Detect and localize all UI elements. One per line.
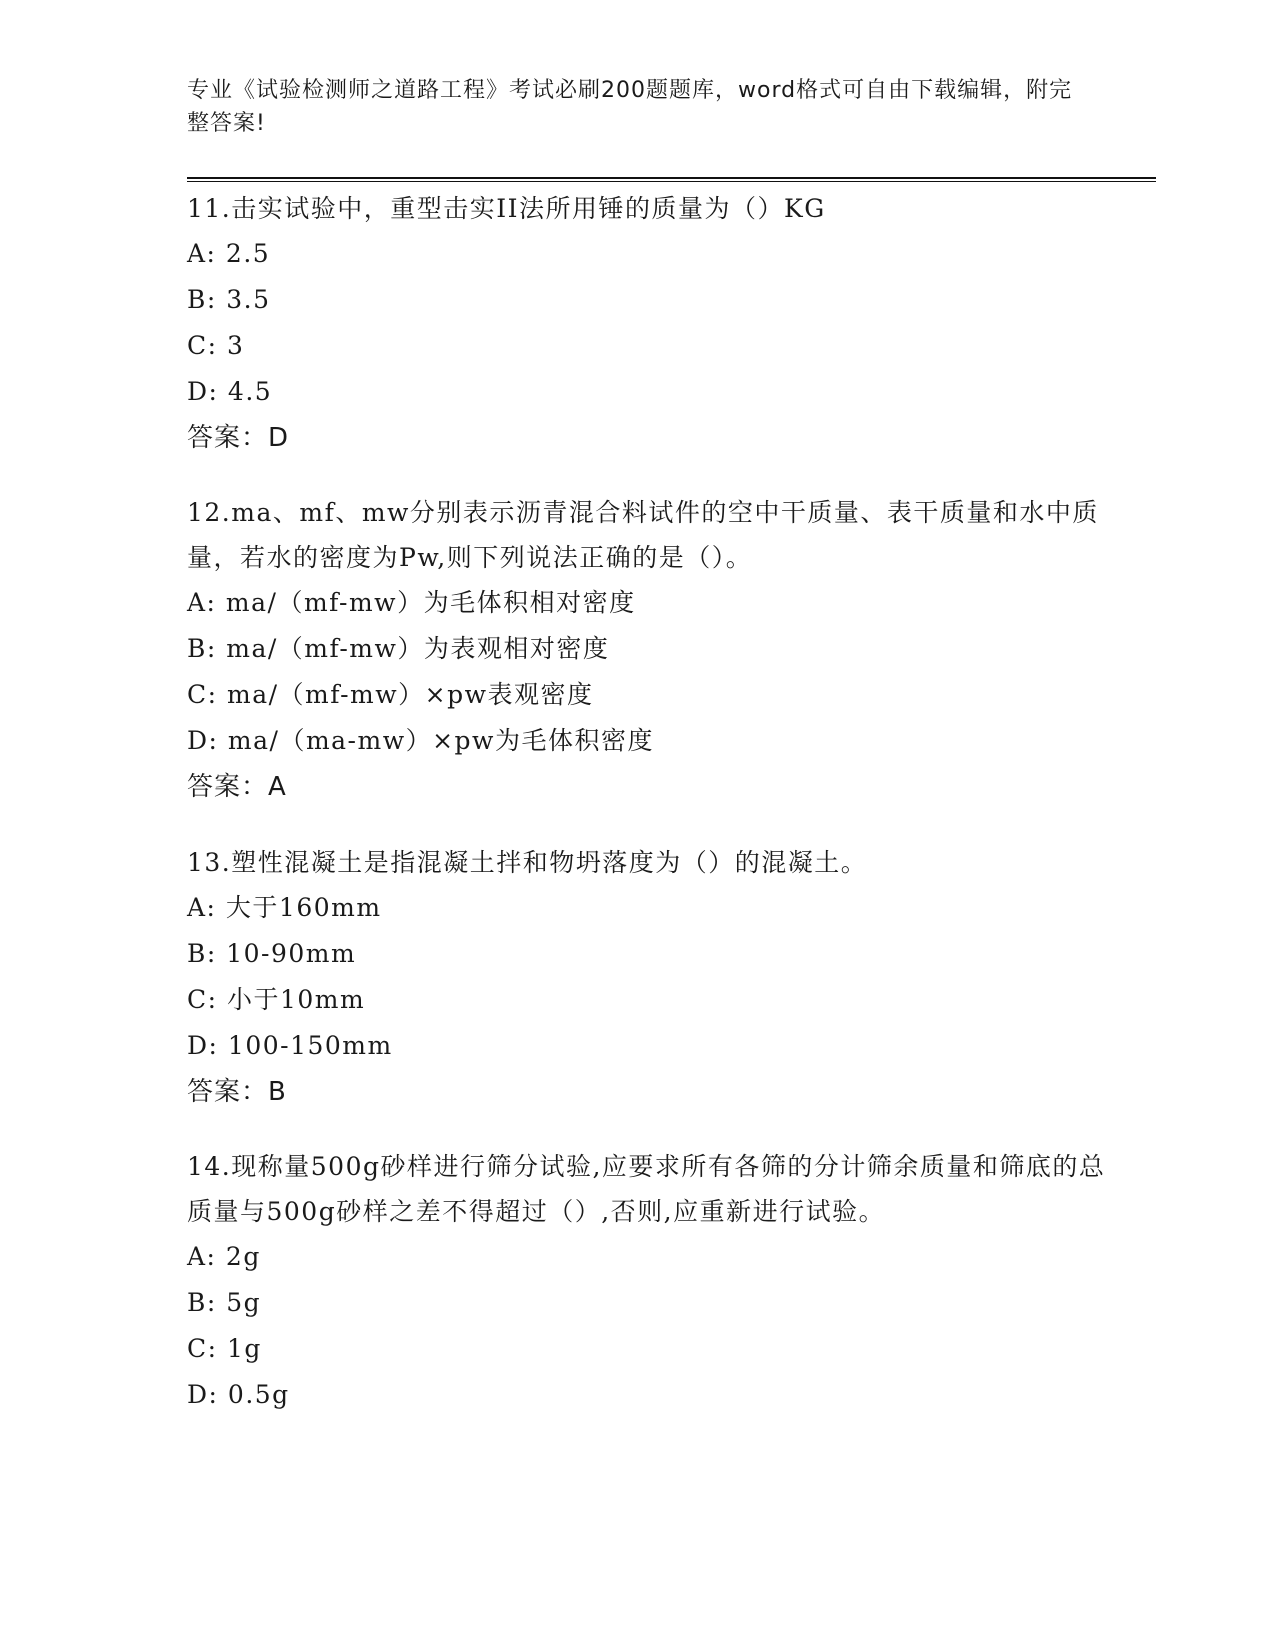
option-a: A: 2g	[187, 1242, 261, 1271]
question-13	[187, 840, 1107, 1115]
question-11	[187, 186, 1107, 461]
option-a: A: 2.5	[187, 239, 271, 268]
option-b: B: 5g	[187, 1288, 262, 1317]
question-12	[187, 490, 1107, 810]
option-b: B: ma/（mf-mw）为表观相对密度	[187, 634, 610, 663]
header-divider	[187, 177, 1156, 182]
answer: 答案：B	[187, 1077, 287, 1107]
document-intro: 专业《试验检测师之道路工程》考试必刷200题题库，word格式可自由下载编辑，附完整答案!	[187, 78, 1073, 136]
option-c: C: 3	[187, 331, 245, 360]
option-b: B: 10-90mm	[187, 939, 357, 968]
option-d: D: 0.5g	[187, 1380, 290, 1409]
question-stem: 14.现称量500g砂样进行筛分试验,应要求所有各筛的分计筛余质量和筛底的总质量与500g砂样之差不得超过（）,否则,应重新进行试验。	[187, 1152, 1106, 1226]
option-c: C: 1g	[187, 1334, 262, 1363]
question-stem: 11.击实试验中，重型击实II法所用锤的质量为（）KG	[187, 194, 826, 223]
answer: 答案：A	[187, 772, 287, 802]
option-c: C: ma/（mf-mw）×pw表观密度	[187, 680, 594, 709]
option-d: D: 4.5	[187, 377, 273, 406]
option-c: C: 小于10mm	[187, 985, 366, 1014]
question-stem: 13.塑性混凝土是指混凝土拌和物坍落度为（）的混凝土。	[187, 848, 868, 877]
option-a: A: ma/（mf-mw）为毛体积相对密度	[187, 588, 636, 617]
option-a: A: 大于160mm	[187, 893, 382, 922]
question-stem: 12.ma、mf、mw分别表示沥青混合料试件的空中干质量、表干质量和水中质量，若水的密度为Pw,则下列说法正确的是（）。	[187, 498, 1099, 572]
answer: 答案：D	[187, 423, 290, 453]
option-d: D: 100-150mm	[187, 1031, 393, 1060]
option-b: B: 3.5	[187, 285, 271, 314]
option-d: D: ma/（ma-mw）×pw为毛体积密度	[187, 726, 654, 755]
question-14	[187, 1144, 1107, 1418]
